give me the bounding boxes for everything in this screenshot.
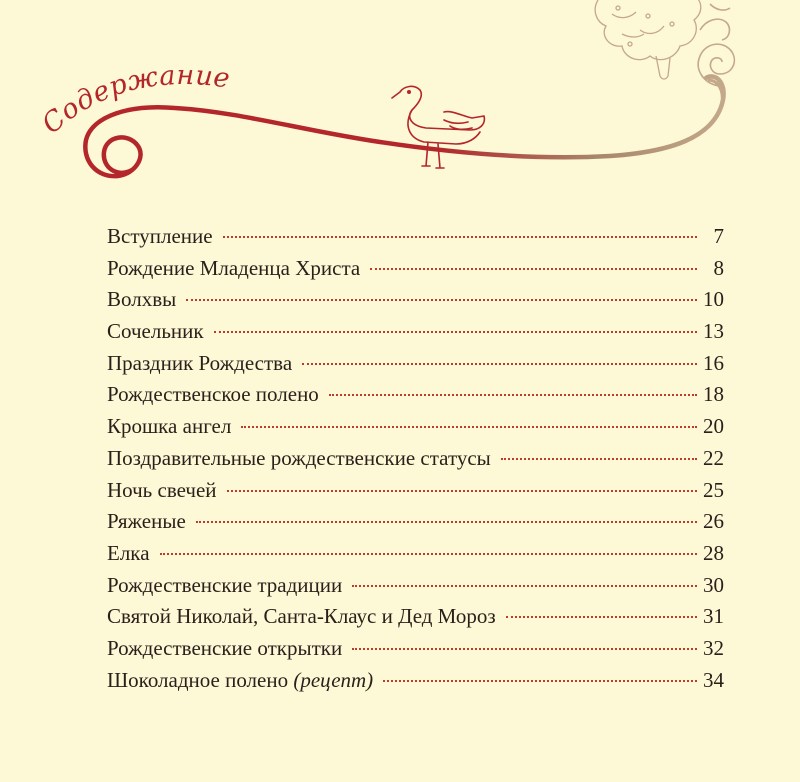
toc-entry-page: 22 xyxy=(703,445,724,470)
toc-entry[interactable] xyxy=(107,287,724,319)
toc-entry-page: 32 xyxy=(703,635,724,660)
toc-entry-page: 20 xyxy=(703,414,724,439)
dot-leader xyxy=(160,553,697,555)
toc-entry-title: Ночь свечей xyxy=(107,477,217,502)
toc-entry-page: 16 xyxy=(703,350,724,375)
toc-entry[interactable] xyxy=(107,382,724,414)
dot-leader xyxy=(501,458,697,460)
toc-entry-page: 26 xyxy=(703,509,724,534)
page-title: Содержание xyxy=(36,60,233,141)
dot-leader xyxy=(186,299,697,301)
goose-icon xyxy=(392,86,484,168)
toc-entry-title: Святой Николай, Санта-Клаус и Дед Мороз xyxy=(107,604,496,629)
toc-entry-title: Ряженые xyxy=(107,509,186,534)
toc-entry[interactable] xyxy=(107,668,724,700)
dot-leader xyxy=(329,394,697,396)
toc-entry[interactable] xyxy=(107,541,724,573)
tree-icon xyxy=(595,0,701,79)
toc-entry-page: 10 xyxy=(703,287,724,312)
toc-entry-title: Праздник Рождества xyxy=(107,350,293,375)
toc-entry-page: 28 xyxy=(703,540,724,565)
toc-entry-title: Вступление xyxy=(107,224,213,248)
dot-leader xyxy=(227,490,697,492)
toc-entry[interactable] xyxy=(107,573,724,605)
toc-entry-title: Рождественские открытки xyxy=(107,635,343,660)
dot-leader xyxy=(196,521,697,523)
toc-entry[interactable] xyxy=(107,414,724,446)
toc-entry-title: Поздравительные рождественские статусы xyxy=(107,445,491,470)
toc-entry-page: 31 xyxy=(703,604,724,629)
toc-entry-title: Шоколадное полено (рецепт) xyxy=(107,667,374,692)
snail-icon xyxy=(698,4,734,86)
swirl-flourish-icon xyxy=(85,76,723,176)
header-ornament xyxy=(0,0,800,200)
toc-entry[interactable] xyxy=(107,509,724,541)
toc-entry-title: Рождественское полено xyxy=(107,382,319,407)
dot-leader xyxy=(352,585,697,587)
toc-entry-page: 13 xyxy=(703,319,724,344)
dot-leader xyxy=(370,268,697,270)
toc-entry-title: Елка xyxy=(107,540,150,565)
toc-entry-title: Сочельник xyxy=(107,319,204,344)
dot-leader xyxy=(223,236,697,238)
toc-entry[interactable] xyxy=(107,636,724,668)
dot-leader xyxy=(506,616,697,618)
toc-entry-page: 18 xyxy=(703,382,724,407)
toc-entry[interactable] xyxy=(107,256,724,288)
toc-entry[interactable] xyxy=(107,446,724,478)
toc-entry[interactable] xyxy=(107,604,724,636)
dot-leader xyxy=(214,331,697,333)
dot-leader xyxy=(383,680,697,682)
table-of-contents xyxy=(107,224,724,699)
dot-leader xyxy=(352,648,697,650)
toc-entry[interactable] xyxy=(107,478,724,510)
toc-entry-page: 8 xyxy=(713,255,724,280)
toc-entry-page: 30 xyxy=(703,572,724,597)
toc-entry[interactable] xyxy=(107,224,724,256)
toc-entry-page: 34 xyxy=(703,667,724,692)
toc-entry[interactable] xyxy=(107,351,724,383)
toc-entry-title: Крошка ангел xyxy=(107,414,232,439)
toc-entry-title: Волхвы xyxy=(107,287,177,312)
toc-entry[interactable] xyxy=(107,319,724,351)
dot-leader xyxy=(302,363,697,365)
toc-entry-page: 7 xyxy=(713,224,724,248)
toc-entry-title: Рождение Младенца Христа xyxy=(107,255,361,280)
toc-entry-page: 25 xyxy=(703,477,724,502)
dot-leader xyxy=(241,426,697,428)
toc-entry-title: Рождественские традиции xyxy=(107,572,343,597)
